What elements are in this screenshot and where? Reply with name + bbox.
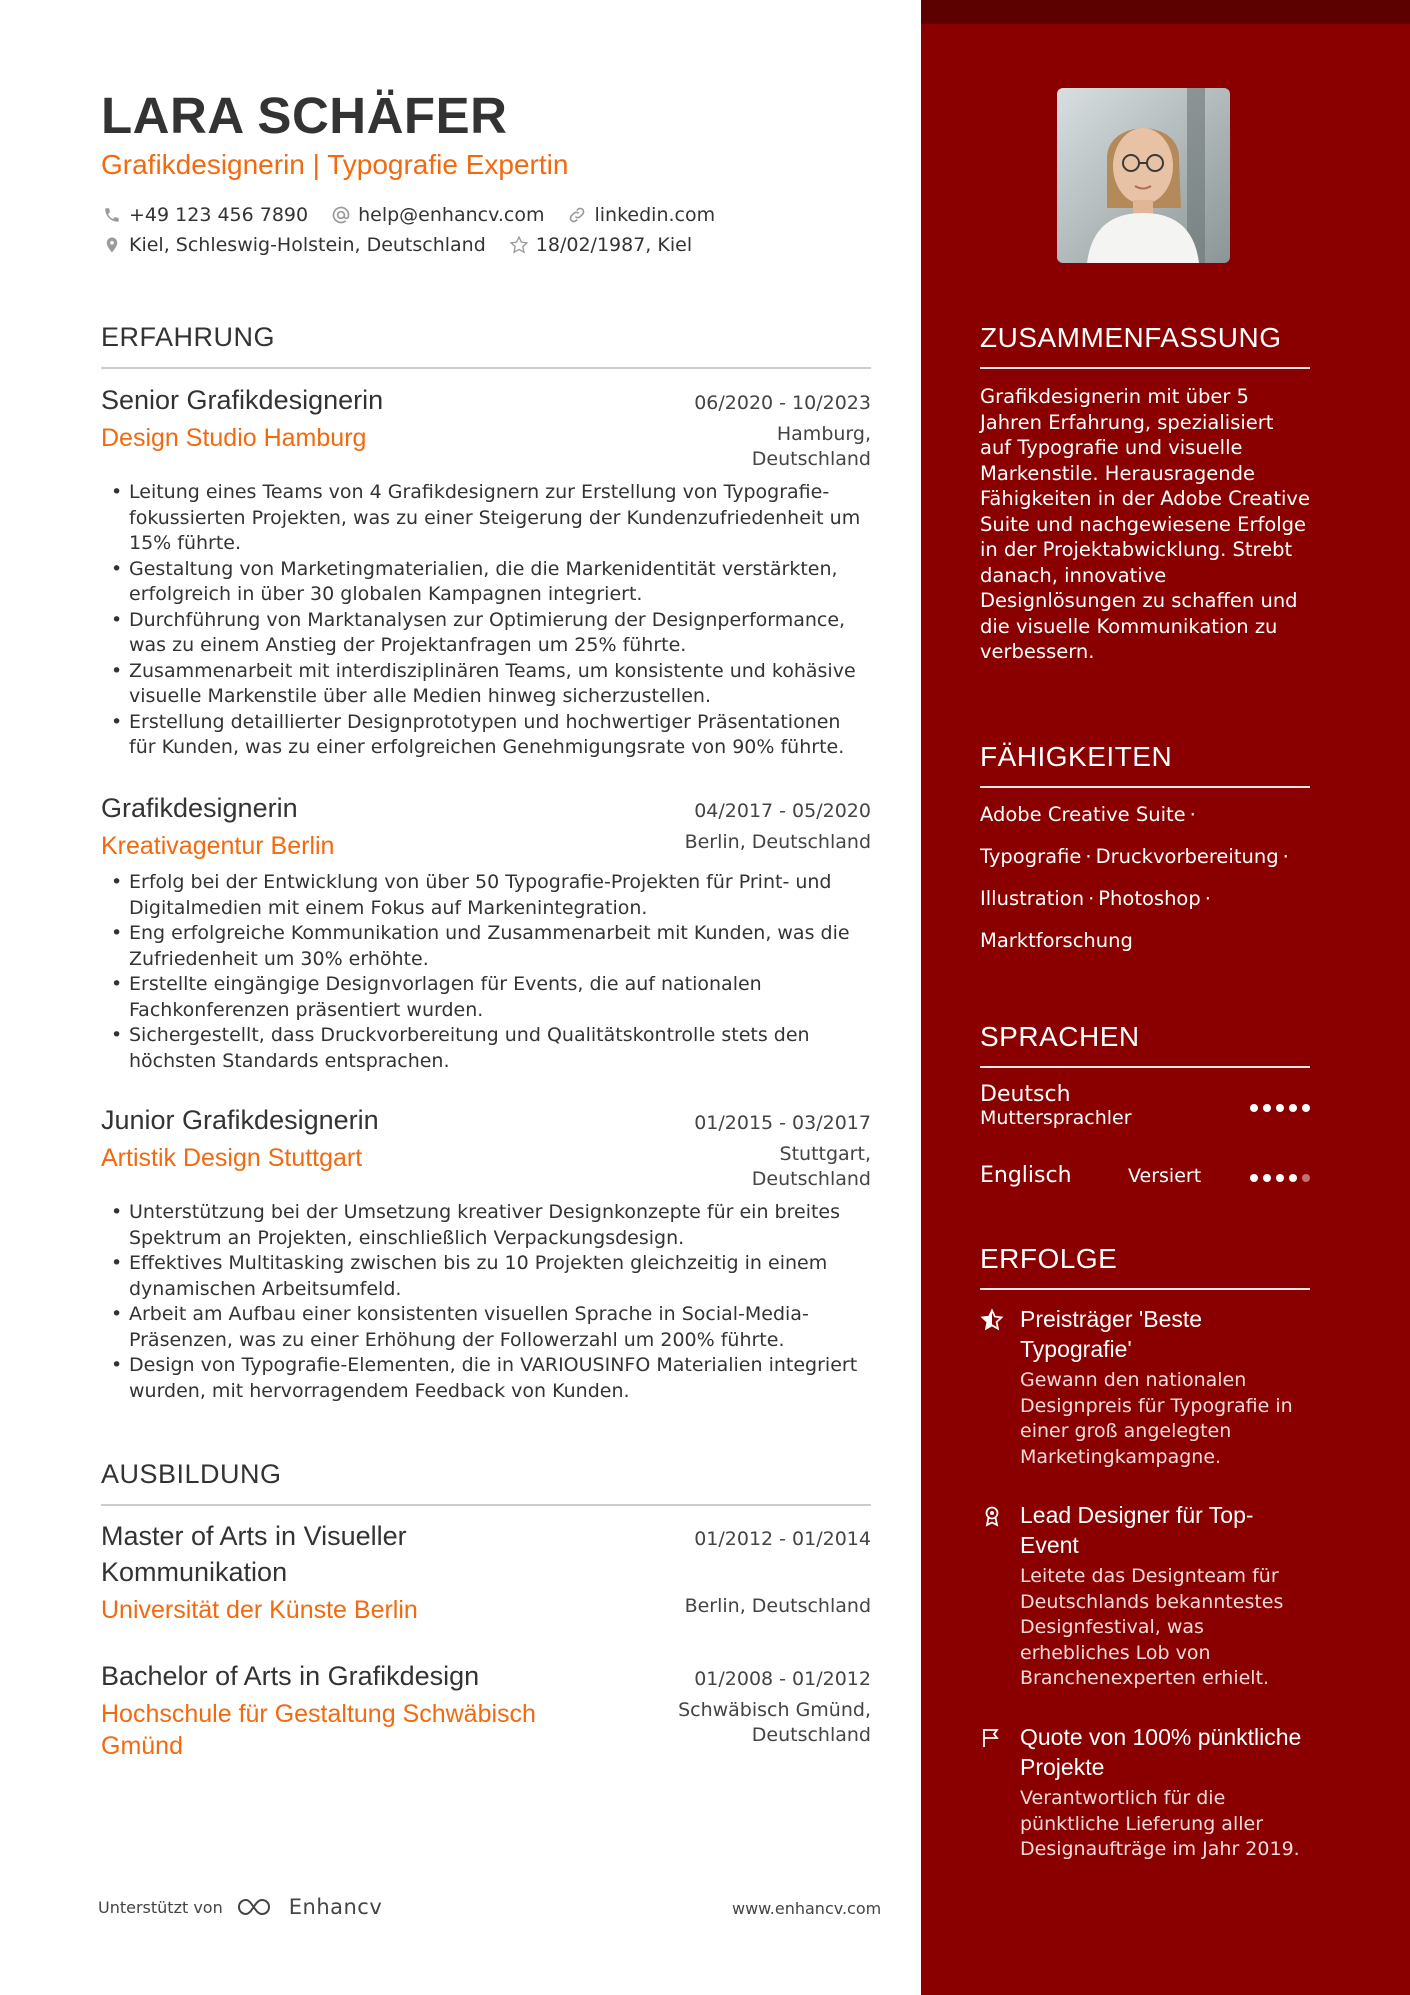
job-3 (101, 1102, 871, 1404)
skill-tag: Druckvorbereitung (1095, 845, 1279, 868)
job-bullets (101, 1200, 871, 1404)
linkedin-text: linkedin.com (594, 204, 716, 226)
language-level: Versiert (1128, 1165, 1202, 1187)
skills-section-title: FÄHIGKEITEN (980, 741, 1173, 772)
education-divider (101, 1504, 871, 1506)
at-icon (330, 204, 352, 226)
footer-branding[interactable] (98, 1895, 382, 1919)
education-location: Schwäbisch Gmünd, Deutschland (678, 1699, 871, 1746)
achievement-title: Preisträger 'Beste Typografie' (1020, 1306, 1203, 1362)
list-item: • Unterstützung bei der Umsetzung kreativer Designkonzepte für ein breites Spektrum an Projekten, einschließlich Verpackungsdesign. (101, 1200, 871, 1251)
achievements-divider (980, 1288, 1310, 1290)
enhancv-brand-text: Enhancv (288, 1895, 383, 1919)
contact-birth (508, 234, 692, 256)
language-level: Muttersprachler (980, 1107, 1132, 1129)
job-dates: 06/2020 - 10/2023 (694, 392, 871, 414)
job-location: Berlin, Deutschland (684, 831, 871, 853)
education-degree: Master of Arts in Visueller Kommunikation (101, 1521, 407, 1587)
job-bullets (101, 870, 871, 1074)
job-location: Stuttgart, Deutschland (751, 1143, 871, 1190)
summary-divider (980, 367, 1310, 369)
star-outline-icon (508, 234, 530, 256)
phone-icon (101, 204, 123, 226)
education-section-title: AUSBILDUNG (101, 1459, 282, 1489)
sidebar-top-bar (921, 0, 1410, 24)
achievement-3 (980, 1722, 1310, 1863)
experience-section-title: ERFAHRUNG (101, 322, 276, 352)
achievement-title: Quote von 100% pünktliche Projekte (1020, 1724, 1302, 1780)
contact-row-2 (101, 234, 714, 256)
skills-list: Adobe Creative Suite · Typografie · Druckvorbereitung · Illustration · Photoshop · Marktforschung (980, 803, 1289, 952)
contact-location (101, 234, 486, 256)
contact-linkedin[interactable] (566, 204, 715, 226)
education-dates: 01/2008 - 01/2012 (694, 1668, 871, 1690)
footer-website[interactable]: www.enhancv.com (732, 1899, 882, 1918)
summary-section-title: ZUSAMMENFASSUNG (980, 322, 1282, 353)
achievement-title: Lead Designer für Top-Event (1020, 1502, 1254, 1558)
achievement-description: Verantwortlich für die pünktliche Lieferung aller Designaufträge im Jahr 2019. (1020, 1787, 1300, 1860)
education-school[interactable]: Universität der Künste Berlin (101, 1596, 418, 1624)
profile-photo (1057, 88, 1230, 263)
candidate-title: Grafikdesignerin | Typografie Expertin (101, 149, 569, 180)
language-german (980, 1082, 1310, 1134)
achievement-description: Leitete das Designteam für Deutschlands bekanntestes Designfestival, was erhebliches Lob von Branchenexperten erhielt. (1020, 1565, 1284, 1689)
achievement-2 (980, 1500, 1310, 1692)
skill-tag: Photoshop (1098, 887, 1201, 910)
education-degree: Bachelor of Arts in Grafikdesign (101, 1661, 480, 1691)
language-rating (1245, 1174, 1310, 1182)
job-role: Junior Grafikdesignerin (101, 1105, 379, 1135)
achievement-description: Gewann den nationalen Designpreis für Typografie in einer groß angelegten Marketingkampagne. (1020, 1369, 1293, 1468)
list-item: • Arbeit am Aufbau einer konsistenten visuellen Sprache in Social-Media-Präsenzen, was zu einer Erhöhung der Followerzahl um 200% führte. (101, 1302, 871, 1353)
education-school[interactable]: Hochschule für Gestaltung Schwäbisch Gmünd (101, 1700, 536, 1760)
skills-divider (980, 786, 1310, 788)
candidate-name: LARA SCHÄFER (101, 87, 508, 144)
list-item: • Erstellte eingängige Designvorlagen für Events, die auf nationalen Fachkonferenzen präsentiert wurden. (101, 972, 871, 1023)
star-icon (980, 1308, 1004, 1332)
list-item: • Sichergestellt, dass Druckvorbereitung und Qualitätskontrolle stets den höchsten Standards entsprachen. (101, 1023, 871, 1074)
contact-email[interactable] (330, 204, 544, 226)
job-dates: 01/2015 - 03/2017 (694, 1112, 871, 1134)
list-item: • Leitung eines Teams von 4 Grafikdesignern zur Erstellung von Typografie-fokussierten Projekten, was zu einer Steigerung der Kundenzufriedenheit um 15% führte. (101, 480, 871, 557)
education-dates: 01/2012 - 01/2014 (694, 1528, 871, 1550)
skill-tag: Illustration (980, 887, 1085, 910)
job-1 (101, 382, 871, 761)
language-english (980, 1163, 1310, 1193)
job-role: Grafikdesignerin (101, 793, 298, 823)
education-2 (101, 1658, 871, 1762)
award-icon (980, 1504, 1004, 1528)
job-bullets (101, 480, 871, 761)
skill-tag: Marktforschung (980, 929, 1133, 952)
list-item: • Effektives Multitasking zwischen bis zu 10 Projekten gleichzeitig in einem dynamischen Arbeitsumfeld. (101, 1251, 871, 1302)
job-location: Hamburg, Deutschland (751, 423, 871, 470)
link-icon (566, 204, 588, 226)
contact-row-1 (101, 204, 737, 226)
experience-divider (101, 367, 871, 369)
achievements-section-title: ERFOLGE (980, 1243, 1118, 1274)
list-item: • Erfolg bei der Entwicklung von über 50 Typografie-Projekten für Print- und Digitalmedien mit einem Fokus auf Markenintegration. (101, 870, 871, 921)
skill-tag: Typografie (980, 845, 1082, 868)
phone-text: +49 123 456 7890 (129, 204, 309, 226)
language-rating (1245, 1104, 1310, 1112)
education-location: Berlin, Deutschland (684, 1595, 871, 1617)
list-item: • Erstellung detaillierter Designprototypen und hochwertiger Präsentationen für Kunden, was zu einer erfolgreichen Genehmigungsrate von 90% führte. (101, 710, 871, 761)
job-company[interactable]: Artistik Design Stuttgart (101, 1144, 363, 1172)
email-text: help@enhancv.com (358, 204, 545, 226)
language-name: Englisch (980, 1163, 1072, 1188)
job-dates: 04/2017 - 05/2020 (694, 800, 871, 822)
list-item: • Durchführung von Marktanalysen zur Optimierung der Designperformance, was zu einem Anstieg der Projektanfragen um 25% führte. (101, 608, 871, 659)
contact-phone[interactable] (101, 204, 308, 226)
languages-section-title: SPRACHEN (980, 1021, 1140, 1052)
languages-divider (980, 1066, 1310, 1068)
flag-icon (980, 1726, 1004, 1750)
skill-tag: Adobe Creative Suite (980, 803, 1186, 826)
job-2 (101, 790, 871, 1074)
location-text: Kiel, Schleswig-Holstein, Deutschland (129, 234, 486, 256)
job-role: Senior Grafikdesignerin (101, 385, 384, 415)
education-1 (101, 1518, 871, 1626)
list-item: • Zusammenarbeit mit interdisziplinären Teams, um konsistente und kohäsive visuelle Markenstile über alle Medien hinweg sicherzustellen. (101, 659, 871, 710)
birth-text: 18/02/1987, Kiel (535, 234, 693, 256)
enhancv-logo-icon (235, 1895, 283, 1919)
powered-by-text: Unterstützt von (98, 1897, 223, 1917)
location-pin-icon (101, 234, 123, 256)
sidebar (921, 0, 1410, 1995)
list-item: • Eng erfolgreiche Kommunikation und Zusammenarbeit mit Kunden, was die Zufriedenheit um 30% erhöhte. (101, 921, 871, 972)
language-name: Deutsch (980, 1082, 1071, 1107)
job-company[interactable]: Design Studio Hamburg (101, 424, 367, 452)
achievement-1 (980, 1304, 1310, 1470)
list-item: • Design von Typografie-Elementen, die in VARIOUSINFO Materialien integriert wurden, mit hervorragendem Feedback von Kunden. (101, 1353, 871, 1404)
list-item: • Gestaltung von Marketingmaterialien, die die Markenidentität verstärkten, erfolgreich in über 30 globalen Kampagnen integriert. (101, 557, 871, 608)
summary-text: Grafikdesignerin mit über 5 Jahren Erfahrung, spezialisiert auf Typografie und visuelle Markenstile. Herausragende Fähigkeiten in der Adobe Creative Suite und nachgewiesene Erfolge in der Projektabwicklung. Strebt danach, innovative Designlösungen zu schaffen und die visuelle Kommunikation zu verbessern. (980, 385, 1310, 663)
job-company[interactable]: Kreativagentur Berlin (101, 832, 335, 860)
